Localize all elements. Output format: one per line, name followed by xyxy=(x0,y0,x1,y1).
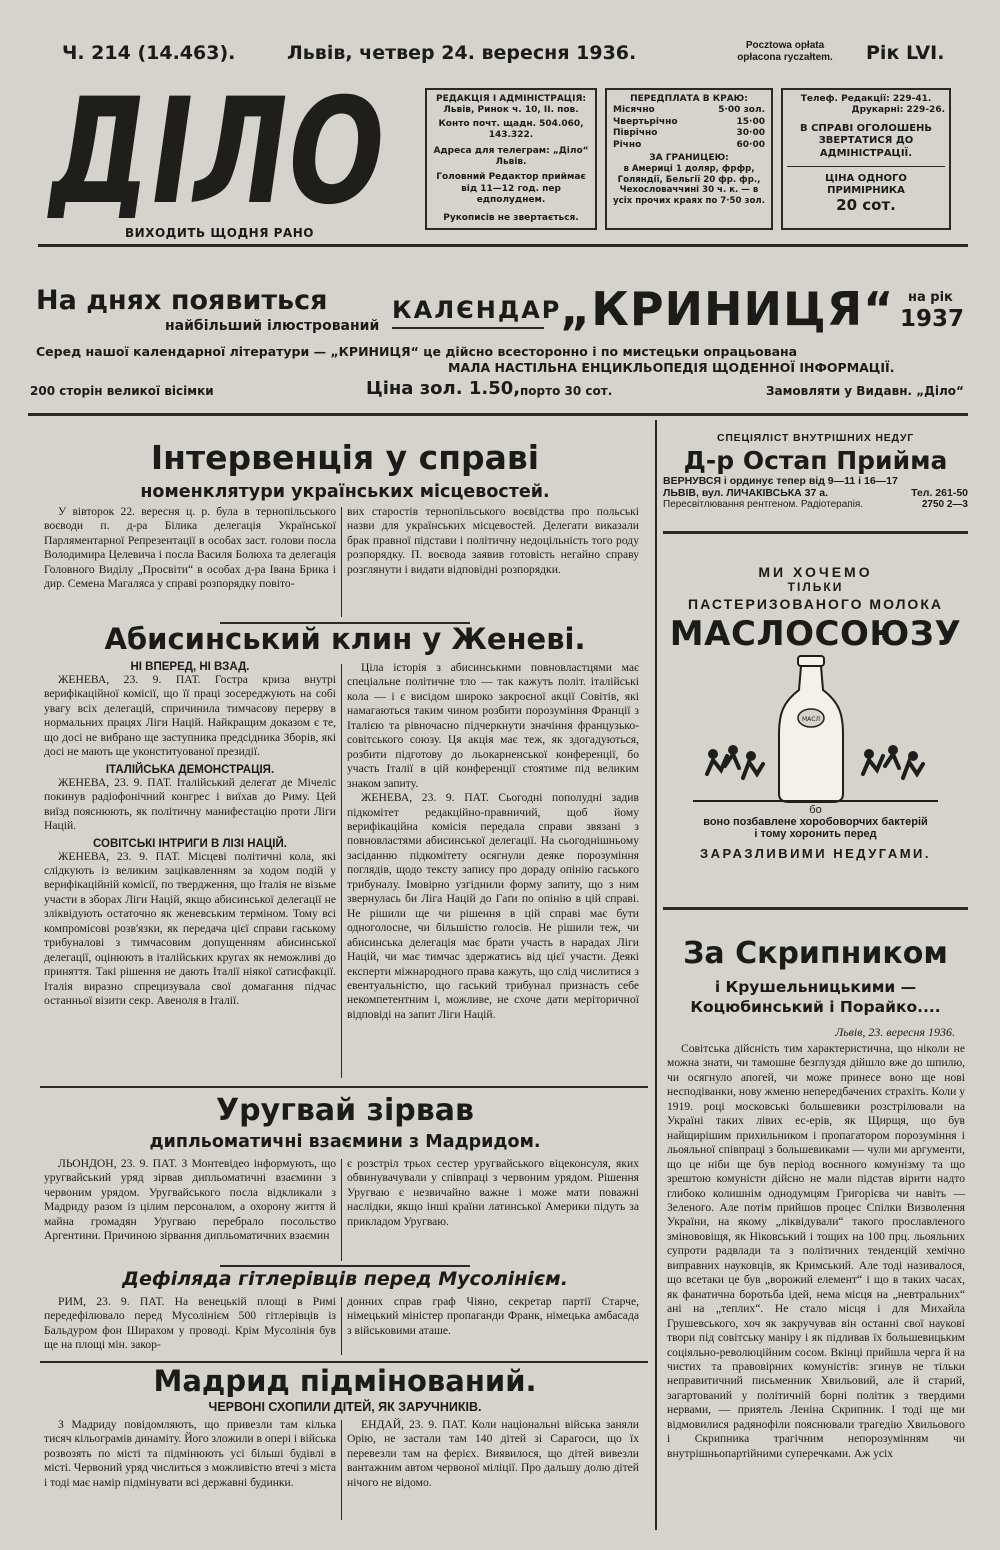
banner-price: Ціна зол. 1.50, xyxy=(366,378,521,399)
col-divider xyxy=(341,507,342,617)
article6-body: Совітська дійсність тим характеристична, що ніколи не можна знати, чи тамошне безглуздя дійшло вже до шпилю, чи осягнуло апогей, чи може принесе воно ще нові несподіванки, нову жменю непередбачених страхіть. Коли у 1919. році московські большевики розстрілювали на Україні таких лівих ес-ерів, як Щирщя, що був найщирішим прихильником і пропагатором порозуміння і льояльної співпраці з большевиками — чули ми аргументи, що це ніби ще був період воєнного комунізму та що зрештою комуністи дійсно не мали підстав вірити надто глибоко колишнім однодумцям Григорієва чи навіть — Зеленого. Але потім прийшов процес Спілки Визволення України, на якому „ліквідували“ такого прославленого змінововіщя, як Ніковський і тощих на 100 прц. льояльних супроти радвлади та з політичних тенденцій хемічно виправних науковців, як Кримський. Але тоді називалося, що всетаки це був „ворожий елемент“ і що в таких часах, як фанатична боротьба ідей, нема місця на „невтральних“ ані на „теплих“. Не стало місця і для Михайла Грушевського, хоч як закручував він останні свої наукові твори під совітську маніру і як підливав їх большевицьким соціяльно-революційним сосом. Вкінці прийшла черга й на чистих та правовірних комуністів: згинув не тільки неправитичний письменник Хвильовий, але й старий, загартований у політичній борні політик з твердими нервами, — приятель Леніна Скрипник. І тоді ще ми відмовилися радянофіли пояснювали трагедію Хвильового і Скрипника трагічним непорозумінням чи внутрішньопартійними суперечками. Аж усіх xyxy=(667,1042,965,1460)
doctor-ad xyxy=(663,432,968,528)
milk-ad-line6: ЗАРАЗЛИВИМИ НЕДУГАМИ. xyxy=(699,846,932,861)
right-column-rule xyxy=(655,420,657,1530)
doctor-ad-top: СПЕЦІЯЛІСТ ВНУТРІШНИХ НЕДУГ xyxy=(716,432,915,444)
phone-price-box: Телеф. Редакції: 229-41. Друкарні: 229-26. В СПРАВІ ОГОЛОШЕНЬ ЗВЕРТАТИСЯ ДО АДМІНІСТРАЦІЇ. ЦІНА ОДНОГО ПРИМІРНИКА 20 сот. xyxy=(781,88,951,230)
banner-pages: 200 сторін великої вісімки xyxy=(30,384,214,398)
banner-line2: Серед нашої календарної літератури — „КРИНИЦЯ“ це дійсно всесторонно і по мистецьки опрацьована xyxy=(36,344,798,359)
article2-col1: НІ ВПЕРЕД, НІ ВЗАД. ЖЕНЕВА, 23. 9. ПАТ. Гостра криза внутрі верифікаційної комісії, що її праці зосереджують на собі увагу всіх делегацій, спричинила тимчасову перерву в нормальних працях Ліги Націй. Найкращим доказом є те, що досі не вибрано ще заступника предсідника Зборів, які досі не мають ще уконституованої президії. ІТАЛІЙСЬКА ДЕМОНСТРАЦІЯ. ЖЕНЕВА, 23. 9. ПАТ. Італійський делегат де Мічеліс покинув радіофонічний конгрес і виїхав до Риму. Цей виїзд пояснюють, як політичну манифестацію проти Ліги Націй. СОВІТСЬКІ ІНТРИГИ В ЛІЗІ НАЦІЙ. ЖЕНЕВА, 23. 9. ПАТ. Місцеві політичні кола, які слідкують із великим зацікавленням за ходом подій у верифікаційній комісії, по твердження, що Італія не візьме участи в зборах Ліги Націй, якщо абисинської делегації не зліквідують остаточно як женевським терміном. Тому всі компромісові розв'язки, як передача цієї справи гаському трибуналові з тимчасовим допущенням абисинської делегації, оцінюють в італійських кругах як неможливі до приняття. Такі рішення не дають Італії ніякої сатисфакції. Італія виразно спрецизувала свої домагання підчас останньої візити секр. Авеноля в Італії. xyxy=(44,661,336,1008)
article5-col1: З Мадриду повідомляють, що привезли там кілька тисяч кільограмів динаміту. Його зложили в опері і війська розвозять по місті та підмінюють усі більші будівлі в місті. Червоний уряд числиться з можливістю втечі з міста і тоді має намір підмінувати всі державні будинки. xyxy=(44,1418,336,1489)
article3-title: Уругвай зірвав xyxy=(216,1093,474,1128)
article6-subtitle2: Коцюбинський і Порайко.... xyxy=(690,998,941,1016)
kalendar-underline xyxy=(392,327,544,329)
article1-title: Інтервенція у справі xyxy=(150,438,540,477)
article5-subtitle: ЧЕРВОНІ СХОПИЛИ ДІТЕЙ, ЯК ЗАРУЧНИКІВ. xyxy=(208,1400,482,1414)
postage-note: Pocztowa opłata opłacona ryczałtem. xyxy=(737,40,833,63)
milk-ad-brand: МАСЛОСОЮЗУ xyxy=(669,614,962,654)
issue-number: Ч. 214 (14.463). xyxy=(62,42,236,64)
tagline: ВИХОДИТЬ ЩОДНЯ РАНО xyxy=(125,226,314,240)
svg-text:МАСЛ: МАСЛ xyxy=(802,716,820,723)
col-divider xyxy=(341,1159,342,1261)
article4-col1: РИМ, 23. 9. ПАТ. На венецькій площі в Римі передефілювало перед Мусолінієм 500 гітлерівців із Бальдуром фон Ширахом у проводі. Крім Мусолінія був ще на площі мін. закор- xyxy=(44,1295,336,1352)
article5-title: Мадрид підмінований. xyxy=(153,1364,537,1398)
article2-col2: Ціла історія з абисинськими повновластцями має спеціальне політичне тло — так кажуть політ. італійські кола — і є висідом широко закроєної акції Совітів, які намагаються таким чином розбити порозуміння Франції з Італією та рівночасно підчеркнути значіння французько-совітського союзу. Ця акція має теж, як здогадуються, розбити підготову до льокарненської конференції, бо участь Італії в цій конференції стоятиме під великим знаком запиту. ЖЕНЕВА, 23. 9. ПАТ. Сьогодні пополудні задив підкомітет редакційно-правничий, щоб йому верифікаційна комісія передала справи звязані з повновластями абисинської делегації. На сьогоднішньому засіданню підкомітету осягнули деяке порозуміння поглядів, щодо тексту запису про дораду опінію гаського трибуналу. Імовірно узгіднили форму запиту, що з ним звернулась би Ліга Націй до Гаґи по опінію в цій справі. Не рішили ще чи рішення в цій справі має бути одноголосне, чи більшістю голосів. Не рішили теж, чи абисинська делегація має брати участь в нарадах Ліги Націй, чи має тимчас здержатись від цієї участи. Деякі експерти міжнародного права кажуть, що слід числитися з евентуальністю, що гаський трибунал признасть себе некомпетентним і, можливе, не схоче дати меріторичної відповіді на запит Ліги Націй. xyxy=(347,661,639,1021)
separator-rule xyxy=(663,907,968,910)
banner-krynytsia: „КРИНИЦЯ“ xyxy=(560,282,895,336)
separator-rule xyxy=(663,531,968,534)
article2-title: Абисинський клин у Женеві. xyxy=(104,622,586,656)
col-divider xyxy=(341,1297,342,1355)
newspaper-logo xyxy=(40,78,385,218)
banner-postage: порто 30 сот. xyxy=(520,384,613,398)
separator-rule xyxy=(40,1086,648,1088)
milk-ad-line5: і тому хоронить перед xyxy=(754,828,877,840)
article6-title: За Скрипником xyxy=(683,936,948,971)
banner-order: Замовляти у Видавн. „Діло“ xyxy=(766,384,964,398)
article6-subtitle1: і Крушельницькими — xyxy=(714,978,917,996)
col-divider xyxy=(341,1420,342,1520)
article1-col1: У вівторок 22. вересня ц. р. була в тернопільського воєводи п. д-ра Білика делегація Української Парляментарної Репрезентації в особах заст. голови посла Володимира Целевича і посла Василя Болюха та делегація Головного Виділу „Просвіти“ в особах д-ра Івана Брика і дир. Семена Магаляса у справі розпорядку повіто- xyxy=(44,505,336,591)
article3-col2: є розстріл трьох сестер уругвайського віцеконсуля, яких обвинувачували у співпраці з червоним урядом. Рішення Уругваю є незвичайно важне і може мати поважні наслідки, якщо інші країни латинської Америки підуть за прикладом Уругваю. xyxy=(347,1157,639,1228)
article2-section2: ІТАЛІЙСЬКА ДЕМОНСТРАЦІЯ. xyxy=(105,763,275,776)
milk-ad-line3: ПАСТЕРИЗОВАНОГО МОЛОКА xyxy=(688,596,943,612)
article4-col2: донних справ граф Чіяно, секретар партії Старче, німецький міністер пропаганди Франк, німецька амбасада з військовими аташе. xyxy=(347,1295,639,1337)
milk-ad-bo: бо xyxy=(809,804,822,816)
banner-line3: МАЛА НАСТІЛЬНА ЕНЦИКЛЬОПЕДІЯ ЩОДЕННОЇ ІНФОРМАЦІЇ. xyxy=(448,360,895,375)
banner-line1b: найбільший ілюстрований xyxy=(165,318,380,334)
volume-year: Рік LVI. xyxy=(866,42,945,64)
article4-title: Дефіляда гітлерівців перед Мусолінієм. xyxy=(122,1268,568,1290)
banner-line1: На днях появиться xyxy=(36,285,328,316)
article3-col1: ЛЬОНДОН, 23. 9. ПАТ. З Монтевідео інформують, що уругвайський уряд зірвав дипльоматичні взаємини з червоним урядом. Уругвайського посла відкликали з Мадриду разом із цілим персоналом, а охорону життя й майна громадян Уругваю перебрало посольство Аргентини. Причиною зірвання дипльоматичних взаємин xyxy=(44,1157,336,1243)
masthead-rule xyxy=(38,244,968,247)
place-date: Львів, четвер 24. вересня 1936. xyxy=(287,42,637,64)
doctor-ad-line2: ЛЬВІВ, вул. ЛИЧАКІВСЬКА 37 а. Тел. 261-50 xyxy=(663,487,968,499)
article6-dateline: Львів, 23. вересня 1936. xyxy=(835,1025,955,1039)
article2-section1: НІ ВПЕРЕД, НІ ВЗАД. xyxy=(130,661,250,673)
banner-year: 1937 xyxy=(900,306,965,332)
article1-col2: вих старостів тернопільського воєвідства про польські назви для українських місцевостей. Делегати виказали брак правної підстави і політичну недоцільність того роду розпорядку. П. воєвода заявив готовість негайно справу розглянути і видати відповідні розпорядки. xyxy=(347,505,639,576)
article2-section3: СОВІТСЬКІ ІНТРИГИ В ЛІЗІ НАЦІЙ. xyxy=(93,837,287,850)
article3-subtitle: дипльоматичні взаємини з Мадридом. xyxy=(149,1132,541,1152)
milk-ad-line4: воно позбавлене хоробоворчих бактерій xyxy=(703,816,928,828)
milk-bottle-illustration xyxy=(663,654,968,804)
article5-col2: ЕНДАЙ, 23. 9. ПАТ. Коли національні війська заняли Орію, не застали там 140 дітей зі Сарагоси, що їх перевезли там на ферієх. Виявилося, що дітей вивезли вантажним автом червоної міліції. Про дальшу долю дітей нічого не відомо. xyxy=(347,1418,639,1489)
separator-rule xyxy=(220,1265,470,1267)
svg-text:ДІЛО: ДІЛО xyxy=(40,78,385,218)
doctor-ad-line1: ВЕРНУВСЯ і ординує тепер від 9—11 і 16—17 xyxy=(663,475,898,487)
subscription-box: ПЕРЕДПЛАТА В КРАЮ: Місячно 5·00 зол. Чвертьрічно 15·00 Піврічно 30·00 Річно 60·00 ЗА ГРАНИЦЕЮ: в Америці 1 доляр, фрфр, Голяндії, Бельгії 20 фр. фр., Чехословаччині 30 ч. к. — в усіх прочих краях по 7·50 зол. xyxy=(605,88,773,230)
doctor-ad-name: Д-р Остап Прийма xyxy=(683,446,948,475)
milk-ad-line1: МИ ХОЧЕМО xyxy=(758,564,873,580)
milk-ad-line2: ТІЛЬКИ xyxy=(787,580,844,594)
milk-ad xyxy=(663,548,968,888)
separator-rule xyxy=(40,1361,648,1363)
banner-kalendar: КАЛЄНДАР xyxy=(392,296,562,324)
banner-year-label: на рік xyxy=(908,290,953,305)
editorial-box: РЕДАКЦІЯ І АДМІНІСТРАЦІЯ: Львів, Ринок ч. 10, II. пов. Конто почт. щадн. 504.060, 143.322. Адреса для телеграм: „Діло“ Львів. Головний Редактор приймає від 11—12 год. пер едполуднем. Рукописів не звертається. xyxy=(425,88,597,230)
article1-subtitle: номенклятури українських місцевостей. xyxy=(140,482,550,502)
doctor-ad-line3: Пересвітлювання рентгеном. Радіотерапія. 2750 2—3 xyxy=(663,499,968,510)
banner-rule xyxy=(28,413,968,416)
col-divider xyxy=(341,664,342,1078)
